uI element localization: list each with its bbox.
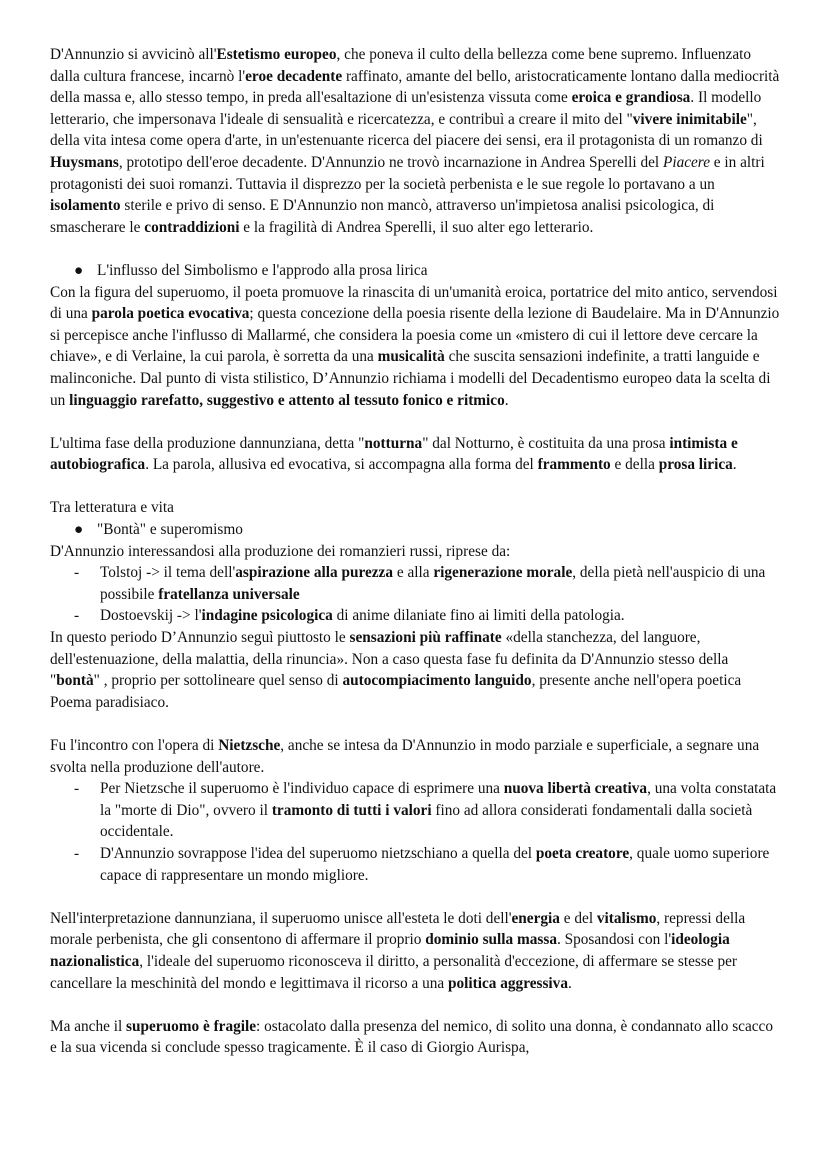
- bullet-simbolismo: [50, 260, 780, 282]
- text-run: , quale uomo superiore capace di rappresentare un mondo migliore.: [100, 844, 770, 884]
- text-run: , presente anche nell'opera poetica Poema paradisiaco.: [50, 672, 742, 711]
- dash-marker: -: [74, 844, 80, 862]
- bold-text: politica aggressiva: [448, 974, 568, 992]
- text-run: fino ad allora considerati fondamentali dalla società occidentale.: [100, 801, 753, 841]
- text-run: e della: [610, 456, 659, 474]
- text-run: , anche se intesa da D'Annunzio in modo parziale e superficiale, a segnare una svolta nella produzione dell'autore.: [50, 737, 760, 776]
- bullet-label: L'influsso del Simbolismo e l'approdo alla prosa lirica: [97, 261, 428, 279]
- text-run: , repressi della morale perbenista, che gli consentono di affermare il proprio: [50, 909, 746, 949]
- bold-text: superuomo è fragile: [126, 1017, 257, 1035]
- text-run: , l'ideale del superuomo riconosceva il diritto, a personalità d'eccezione, di affermare se stesse per cancellare la meschinità del mondo e legittimava il ricorso a una: [50, 952, 737, 992]
- bold-text: dominio sulla massa: [425, 931, 557, 949]
- list-item-text: [100, 845, 769, 884]
- bold-text: intimista e autobiografica: [50, 434, 738, 474]
- list-item-nietzsche-superuomo: [50, 778, 780, 843]
- bold-text: sensazioni più raffinate: [349, 629, 502, 647]
- paragraph-russi-intro: D'Annunzio interessandosi alla produzione dei romanzieri russi, riprese da:: [50, 542, 511, 560]
- bold-text: Estetismo europeo: [216, 46, 337, 63]
- paragraph-bonta: [50, 627, 780, 713]
- text-run: D'Annunzio sovrappose l'idea del superuomo nietzschiano a quella del: [100, 844, 536, 862]
- bold-text: ideologia nazionalistica: [50, 931, 730, 970]
- text-run: «della stanchezza, del languore, dell'estenuazione, della malattia, della rinuncia». Non a caso questa fase fu definita da D'Annunzio stesso della ": [50, 629, 729, 690]
- bold-text: poeta creatore: [535, 844, 630, 862]
- text-run: Con la figura del superuomo, il poeta promuove la rinascita di un'umanità eroica, portatrice del mito antico, servendosi di una: [50, 283, 778, 323]
- bold-text: vivere inimitabile: [632, 110, 747, 128]
- bold-text: Huysmans: [50, 153, 119, 171]
- bold-text: eroica e grandiosa: [571, 89, 691, 107]
- italic-text: Piacere: [662, 153, 710, 171]
- bold-text: autocompiacimento languido: [342, 672, 532, 690]
- text-run: D'Annunzio si avvicinò all': [50, 46, 217, 63]
- text-run: : ostacolato dalla presenza del nemico, di solito una donna, è condannato allo scacco e la sua vicenda si conclude spesso tragicamente. È il caso di Giorgio Aurispa,: [50, 1017, 773, 1057]
- list-item-text: [100, 607, 625, 624]
- text-run: .: [504, 391, 509, 409]
- bold-text: notturna: [364, 434, 423, 452]
- text-run: , prototipo dell'eroe decadente. D'Annunzio ne trovò incarnazione in Andrea Sperelli del: [118, 153, 663, 171]
- text-run: Nell'interpretazione dannunziana, il superuomo unisce all'esteta le doti dell': [50, 909, 512, 927]
- section-heading: Tra letteratura e vita: [50, 499, 174, 517]
- paragraph-estetismo: [50, 44, 780, 238]
- text-run: , una volta constatata la "morte di Dio", ovvero il: [100, 780, 777, 819]
- list-item-text: [100, 564, 765, 603]
- text-run: , della pietà nell'auspicio di una possibile: [100, 564, 766, 603]
- bold-text: energia: [511, 909, 560, 927]
- text-run: di anime dilaniate fino ai limiti della patologia.: [332, 607, 625, 625]
- dash-marker: -: [74, 607, 80, 625]
- bullet-icon: ●: [74, 261, 84, 279]
- text-run: . La parola, allusiva ed evocativa, si accompagna alla forma del: [145, 456, 538, 474]
- paragraph-simbolismo: [50, 282, 780, 412]
- bullet-bonta: [50, 519, 780, 541]
- text-run: . Sposandosi con l': [556, 931, 672, 949]
- text-run: .: [567, 974, 572, 992]
- bold-text: aspirazione alla purezza: [235, 564, 393, 582]
- text-run: Fu l'incontro con l'opera di: [50, 737, 219, 754]
- bold-text: musicalità: [377, 348, 445, 366]
- list-item-text: [100, 780, 776, 840]
- paragraph-nietzsche: [50, 735, 780, 778]
- text-run: e in altri protagonisti dei suoi romanzi. Tuttavia il disprezzo per la società perbenista e le sue regole lo portavano a un: [50, 153, 765, 193]
- bold-text: vitalismo: [596, 909, 657, 927]
- list-item-dostoevskij: [50, 605, 780, 627]
- text-run: " dal Notturno, è costituita da una prosa: [422, 434, 670, 452]
- text-run: . Il modello letterario, che impersonava l'ideale di sensualità e ricercatezza, e contribuì a creare il mito del ": [50, 89, 762, 128]
- dash-marker: -: [74, 780, 80, 798]
- bullet-label: "Bontà" e superomismo: [97, 521, 243, 539]
- paragraph-fragile: [50, 1016, 780, 1059]
- text-run: che suscita sensazioni indefinite, a tratti languide e malinconiche. Dal punto di vista stilistico, D’Annunzio richiama i modelli del Decadentismo europeo data la scelta di un: [50, 348, 771, 409]
- bold-text: Nietzsche: [218, 737, 281, 754]
- paragraph-notturna: [50, 433, 780, 476]
- bold-text: contraddizioni: [144, 218, 240, 236]
- text-run: L'ultima fase della produzione dannunziana, detta ": [50, 434, 365, 452]
- text-run: sterile e privo di senso. E D'Annunzio non mancò, attraverso un'impietosa analisi psicologica, di smascherare le: [50, 197, 715, 236]
- bold-text: rigenerazione morale: [433, 564, 573, 582]
- document-page: [50, 44, 780, 1059]
- text-run: ; questa concezione della poesia risente della lezione di Baudelaire. Ma in D'Annunzio si percepisce anche l'influsso di Mallarmé, che considera la poesia come un «mistero di cui il lettore deve cercare la chiave», e di Verlaine, la cui parola, è sorretta da una: [50, 305, 780, 366]
- list-item-poeta-creatore: [50, 843, 780, 886]
- bold-text: linguaggio rarefatto, suggestivo e attento al tessuto fonico e ritmico: [69, 391, 505, 409]
- text-run: Dostoevskij -> l': [100, 607, 202, 625]
- text-run: " , proprio per sottolineare quel senso di: [93, 672, 343, 690]
- text-run: e alla: [393, 564, 434, 582]
- text-run: e del: [559, 909, 597, 927]
- text-run: , che poneva il culto della bellezza come bene supremo. Influenzato dalla cultura francese, incarnò l': [50, 46, 752, 85]
- text-run: Tolstoj -> il tema dell': [100, 564, 236, 582]
- bold-text: parola poetica evocativa: [91, 305, 250, 323]
- bold-text: nuova libertà creativa: [503, 780, 648, 798]
- bold-text: frammento: [537, 456, 611, 474]
- text-run: raffinato, amante del bello, aristocraticamente lontano dalla mediocrità della massa e, allo stesso tempo, in preda all'esaltazione di un'esistenza vissuta come: [50, 67, 780, 107]
- bold-text: bontà: [56, 672, 94, 690]
- bold-text: prosa lirica: [658, 456, 733, 474]
- text-run: .: [732, 456, 737, 474]
- text-run: e la fragilità di Andrea Sperelli, il suo alter ego letterario.: [239, 218, 594, 236]
- bullet-icon: ●: [74, 521, 84, 539]
- text-run: ", della vita intesa come opera d'arte, in un'estenuante ricerca del piacere dei sensi, era il protagonista di un romanzo di: [50, 110, 763, 150]
- dash-marker: -: [74, 564, 80, 582]
- bold-text: eroe decadente: [245, 67, 343, 85]
- text-run: In questo periodo D’Annunzio seguì piuttosto le: [50, 629, 350, 647]
- list-item-tolstoj: [50, 562, 780, 605]
- text-run: Per Nietzsche il superuomo è l'individuo capace di esprimere una: [100, 780, 504, 798]
- bold-text: tramonto di tutti i valori: [271, 801, 432, 819]
- bold-text: fratellanza universale: [158, 585, 300, 603]
- text-run: Ma anche il: [50, 1017, 127, 1035]
- bold-text: isolamento: [50, 197, 121, 215]
- bold-text: indagine psicologica: [201, 607, 333, 625]
- paragraph-interpretazione: [50, 908, 780, 994]
